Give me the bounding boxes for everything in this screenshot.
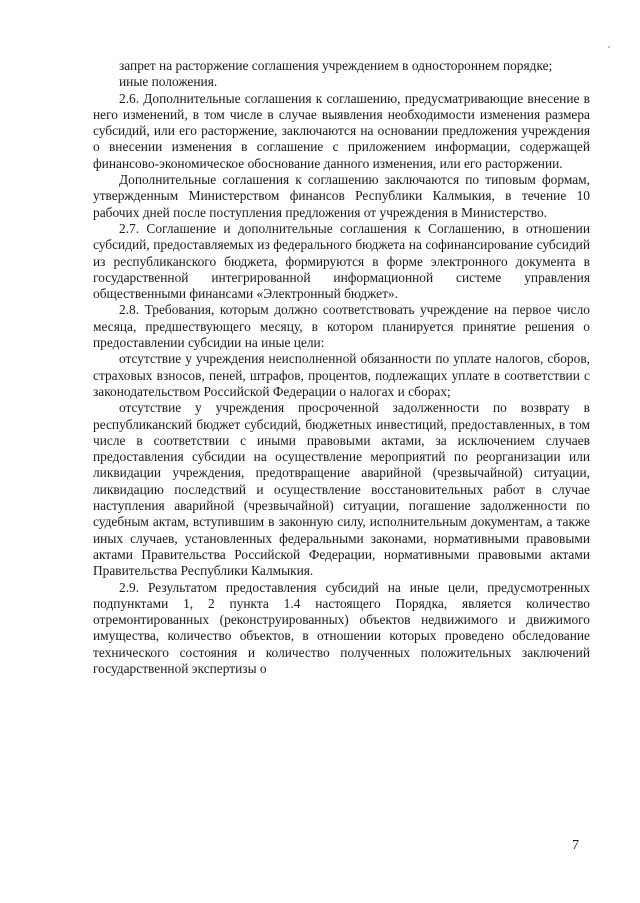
paragraph-other-provisions: иные положения. (119, 74, 218, 90)
paragraph-no-overdue-debt: отсутствие у учреждения просроченной задолженности по возврату в республиканский бюджет субсидий, бюджетных инвестиций, предоставленных, в том числе в соответствии с иными правовыми актами, за исключением случаев предоставления субсидии на осуществление мероприятий по реорганизации или ликвидации учреждения, предотвращение аварийной (чрезвычайной) ситуации, ликвидацию последствий и осуществление восстановительных работ в случае наступления аварийной (чрезвычайной) ситуации, погашение задолженности по судебным актам, вступившим в законную силу, исполнительным документам, а также иных случаев, установленных федеральными законами, нормативными правовыми актами Правительства Российской Федерации, нормативными правовыми актами Правительства Республики Калмыкия. (93, 400, 590, 579)
scan-speck (608, 46, 610, 48)
page-number: 7 (572, 838, 579, 853)
paragraph-additional-agreements: Дополнительные соглашения к соглашению заключаются по типовым формам, утвержденным Министерством финансов Республики Калмыкия, в течение 10 рабочих дней после поступления предложения от учреждения в Министерство. (93, 172, 590, 220)
paragraph-termination-ban: запрет на расторжение соглашения учреждением в одностороннем порядке; (119, 58, 553, 73)
paragraph-2-6: 2.6. Дополнительные соглашения к соглашению, предусматривающие внесение в него изменений, в том числе в случае выявления необходимости изменения размера субсидий, или его расторжение, заключаются на основании предложения учреждения о внесении изменения в соглашение с приложением информации, содержащей финансово-экономическое обоснование данного изменения, или его расторжении. (93, 90, 590, 171)
paragraph-2-9: 2.9. Результатом предоставления субсидий на иные цели, предусмотренных подпунктами 1, 2 пункта 1.4 настоящего Порядка, является количество отремонтированных (реконструированных) объектов недвижимого и движимого имущества, количество объектов, в отношении которых проведено обследование технического состояния и количество полученных положительных заключений государственной экспертизы о (93, 579, 590, 676)
paragraph-2-7: 2.7. Соглашение и дополнительные соглашения к Соглашению, в отношении субсидий, предоставляемых из федерального бюджета на софинансирование субсидий из республиканского бюджета, формируются в форме электронного документа в государственной интегрированной информационной системе управления общественными финансами «Электронный бюджет». (93, 220, 590, 302)
paragraph-2-8: 2.8. Требования, которым должно соответствовать учреждение на первое число месяца, предшествующего месяцу, в котором планируется принятие решения о предоставлении субсидии на иные цели: (93, 302, 590, 351)
paragraph-no-tax-debt: отсутствие у учреждения неисполненной обязанности по уплате налогов, сборов, страховых взносов, пеней, штрафов, процентов, подлежащих уплате в соответствии с законодательством Российской Федерации о налогах и сборах; (93, 351, 590, 399)
document-body (93, 58, 590, 677)
